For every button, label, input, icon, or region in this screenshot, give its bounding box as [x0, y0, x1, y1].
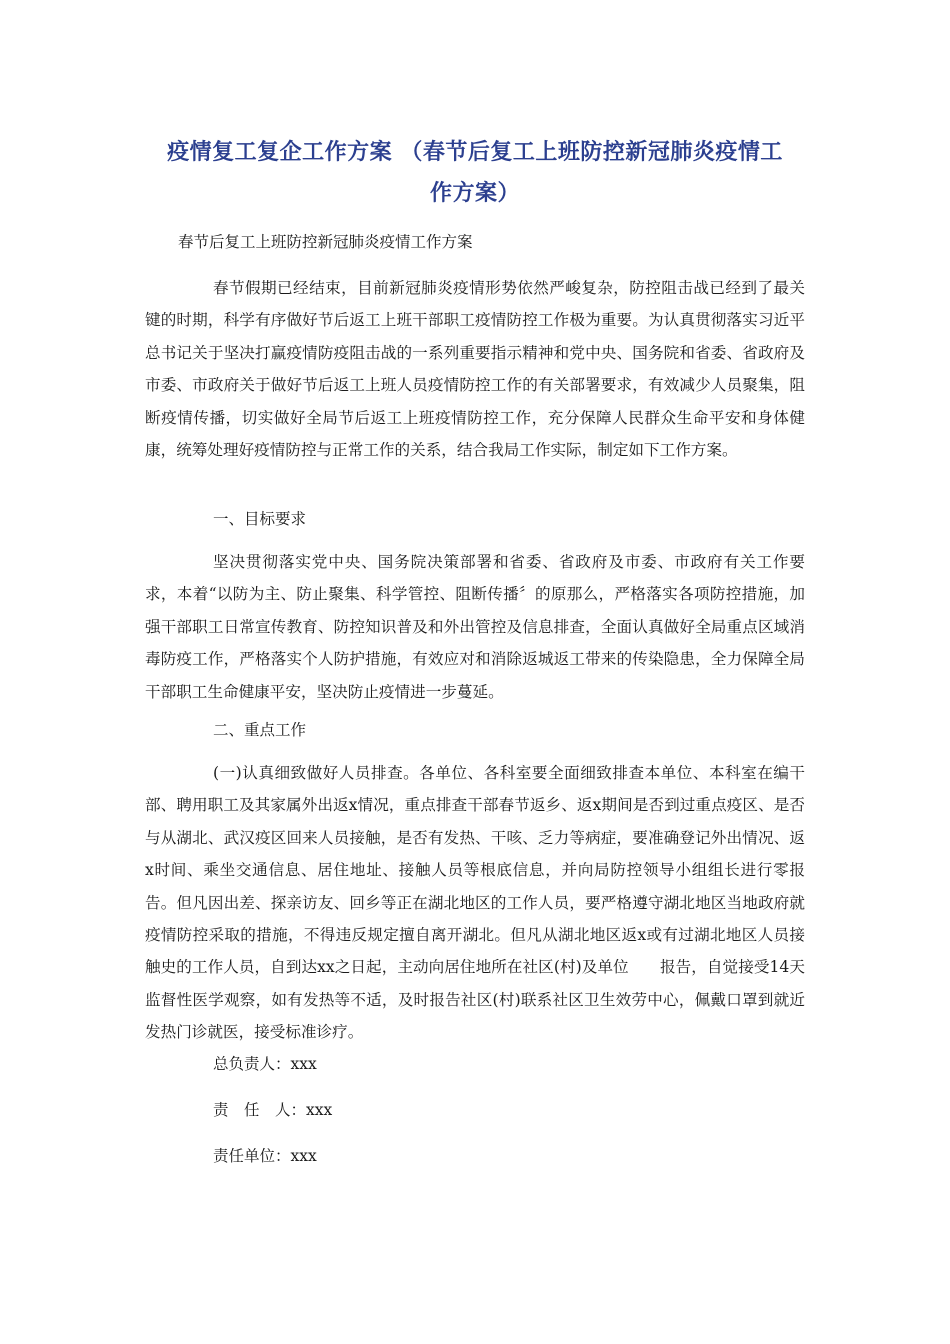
signoff-responsible-person: 责 任 人：xxx	[213, 1101, 333, 1119]
key-work-paragraph: (一)认真细致做好人员排查。各单位、各科室要全面细致排查本单位、本科室在编干部、聘用职工及其家属外出返x情况，重点排查干部春节返乡、返x期间是否到过重点疫区、是否与从湖北、武汉疫区回来人员接触，是否有发热、干咳、乏力等病症，要准确登记外出情况、返x时间、乘坐交通信息、居住地址、接触人员等根底信息，并向局防控领导小组组长进行零报告。但凡因出差、探亲访友、回乡等正在湖北地区的工作人员，要严格遵守湖北地区当地政府就疫情防控采取的措施，不得违反规定擅自离开湖北。但凡从湖北地区返x或有过湖北地区人员接触史的工作人员，自到达xx之日起，主动向居住地所在社区(村)及单位 报告，自觉接受14天监督性医学观察，如有发热等不适，及时报告社区(村)联系社区卫生效劳中心，佩戴口罩到就近发热门诊就医，接受标准诊疗。	[145, 764, 805, 1042]
lead-subtitle: 春节后复工上班防控新冠肺炎疫情工作方案	[178, 233, 473, 251]
signoff-responsible-unit: 责任单位：xxx	[213, 1147, 317, 1165]
section-heading-key-work: 二、重点工作	[213, 721, 307, 739]
section-heading-goals: 一、目标要求	[213, 510, 307, 528]
goals-paragraph: 坚决贯彻落实党中央、国务院决策部署和省委、省政府及市委、市政府有关工作要求，本着“以防为主、防止聚集、科学管控、阻断传播〞的原那么，严格落实各项防控措施，加强干部职工日常宣传教育、防控知识普及和外出管控及信息排查，全面认真做好全局重点区域消毒防疫工作，严格落实个人防护措施，有效应对和消除返城返工带来的传染隐患，全力保障全局干部职工生命健康平安，坚决防止疫情进一步蔓延。	[145, 553, 805, 701]
document-title	[140, 132, 810, 214]
title-line-2: 作方案）	[429, 181, 520, 206]
signoff-chief-responsible: 总负责人：xxx	[213, 1055, 317, 1073]
title-line-1: 疫情复工复企工作方案 （春节后复工上班防控新冠肺炎疫情工	[167, 140, 783, 165]
intro-paragraph: 春节假期已经结束，目前新冠肺炎疫情形势依然严峻复杂，防控阻击战已经到了最关键的时期，科学有序做好节后返工上班干部职工疫情防控工作极为重要。为认真贯彻落实习近平总书记关于坚决打赢疫情防疫阻击战的一系列重要指示精神和党中央、国务院和省委、省政府及市委、市政府关于做好节后返工上班人员疫情防控工作的有关部署要求，有效减少人员聚集，阻断疫情传播，切实做好全局节后返工上班疫情防控工作，充分保障人民群众生命平安和身体健康，统筹处理好疫情防控与正常工作的关系，结合我局工作实际，制定如下工作方案。	[145, 279, 805, 460]
